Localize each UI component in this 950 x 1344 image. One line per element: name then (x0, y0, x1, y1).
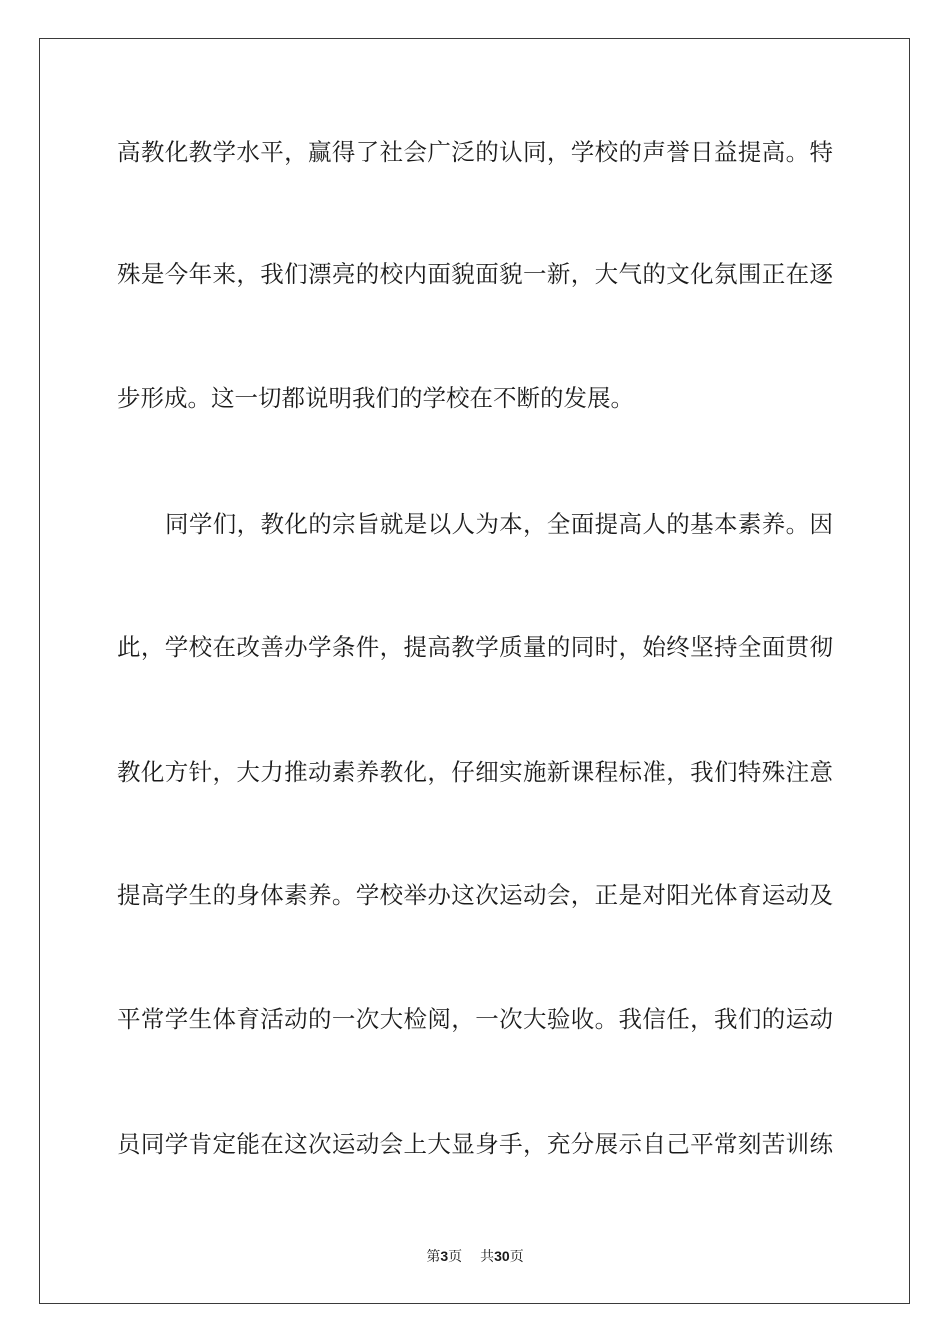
body-line-4: 同学们，教化的宗旨就是以人为本，全面提高人的基本素养。因 (165, 510, 833, 538)
footer-total-pages: 30 (494, 1248, 510, 1264)
body-line-8: 平常学生体育活动的一次大检阅，一次大验收。我信任，我们的运动 (117, 1005, 833, 1033)
footer-total-prefix: 共 (480, 1249, 495, 1265)
footer-page-number: 3 (440, 1248, 449, 1264)
footer-page-prefix: 第 (426, 1249, 441, 1265)
body-line-2: 殊是今年来，我们漂亮的校内面貌面貌一新，大气的文化氛围正在逐 (117, 260, 833, 288)
body-line-6: 教化方针，大力推动素养教化，仔细实施新课程标准，我们特殊注意 (117, 758, 833, 786)
body-line-3: 步形成。这一切都说明我们的学校在不断的发展。 (117, 384, 634, 412)
body-line-5: 此，学校在改善办学条件，提高教学质量的同时，始终坚持全面贯彻 (117, 633, 833, 661)
body-line-1: 高教化教学水平，赢得了社会广泛的认同，学校的声誉日益提高。特 (117, 138, 833, 166)
footer-total-suffix: 页 (509, 1249, 524, 1265)
footer-page-suffix: 页 (448, 1249, 463, 1265)
page-border (39, 38, 910, 1304)
body-line-7: 提高学生的身体素养。学校举办这次运动会，正是对阳光体育运动及 (117, 881, 833, 909)
page-footer (0, 1246, 950, 1266)
body-line-9: 员同学肯定能在这次运动会上大显身手，充分展示自己平常刻苦训练 (117, 1130, 833, 1158)
